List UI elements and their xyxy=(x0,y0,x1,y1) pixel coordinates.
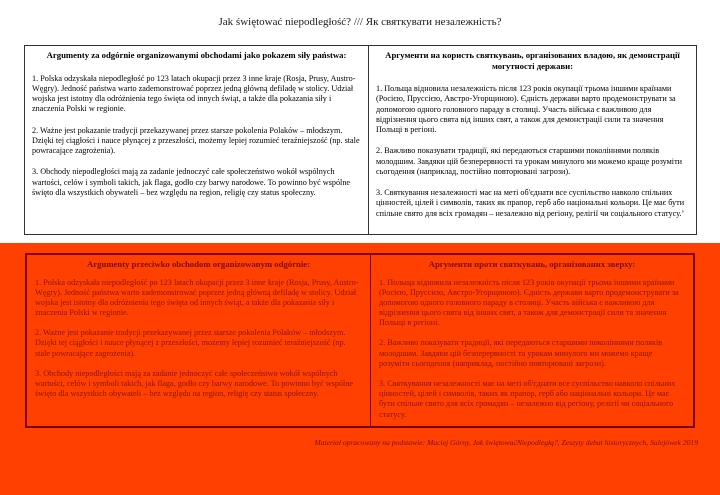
argument-item: 1. Polska odzyskała niepodległość po 123 latach okupacji przez 3 inne kraje (Rosja, Prusy, Austro-Węgry). Jedność państwa warto zademonstrować poprzez jedną główną defiladę w stolicy. Udział wojska jest istotny dla odróżnienia tego święta od innych świąt, a także dla pokazania siły i znaczenia Polski w regionie. xyxy=(32,73,356,114)
argument-item: 1. Польща відновила незалежність після 123 років окупації трьома іншими країнами (Росією, Пруссією, Австро-Угорщиною). Єдність держави варто продемонструвати за допомогою одного головного параду в столиці. Участь війська є важливою для відрізнення цього свята від інших свят, а також для демонстрації сили та значення Польщі в регіоні. xyxy=(376,84,676,135)
pro-ukrainian-header: Аргументи на користь святкувань, організованих владою, як демонстрації могутності держави: xyxy=(385,50,680,71)
argument-item: 2. Ważne jest pokazanie tradycji przekazywanej przez starsze pokolenia Polaków – młodszym. Dzięki tej ciągłości i nauce płynącej z przeszłości, możemy lepiej rozumieć teraźniejszość (np. stale powracające zagrożenia). xyxy=(32,125,360,156)
argument-item: 1. Polska odzyskała niepodległość po 123 latach okupacji przez 3 inne kraje (Rosja, Prusy, Austro-Węgry). Jedność państwa warto zademonstrować poprzez jedną główną defiladę w stolicy. Udział wojska jest istotny dla odróżnienia tego święta od innych świąt, a także dla pokazania siły i znaczenia Polski w regionie. xyxy=(35,277,359,318)
contra-polish-column xyxy=(27,255,371,426)
page-title: Jak świętować niepodległość? /// Як святкувати незалежність? xyxy=(218,16,502,28)
argument-item: 3. Святкування незалежності має на меті об'єднати все суспільство навколо спільних цінностей, цілей і символів, таких як прапор, герб або національні кольори. Це має бути спільне свято для всіх громадян – незалежно від регіону, релігії чи соціального статусу.’ xyxy=(376,188,685,218)
contra-arguments-table xyxy=(25,253,695,428)
pro-ukrainian-column xyxy=(369,46,696,234)
contra-section xyxy=(0,243,720,495)
pro-polish-column xyxy=(25,46,369,234)
argument-item: 2. Ważne jest pokazanie tradycji przekazywanej przez starsze pokolenia Polaków – młodszym. Dzięki tej ciągłości i nauce płynącej z przeszłości, możemy lepiej rozumieć teraźniejszość (np. stale powracające zagrożenia). xyxy=(35,328,346,358)
argument-item: 1. Польща відновила незалежність після 123 років окупації трьома іншими країнами (Росією, Пруссією, Австро-Угорщиною). Єдність держави варто продемонструвати за допомогою одного головного параду в столиці. Участь війська є важливою для відрізнення цього свята від інших свят, а також для демонстрації сили та значення Польщі в регіоні. xyxy=(379,277,679,328)
argument-item: 2. Важливо показувати традиції, які передаються старшими поколіннями поляків молодшим. Завдяки цій безперервності та урокам минулого ми можемо краще розуміти сьогодення (наприклад, постійно повторювані загрози). xyxy=(379,338,663,368)
contra-polish-header: Argumenty przeciwko obchodom organizowanym odgórnie: xyxy=(87,259,310,269)
argument-item: 3. Obchody niepodległości mają za zadanie jednoczyć całe społeczeństwo wokół wspólnych wartości, celów i symboli takich, jak flaga, godło czy barwy narodowe. To powinno być wspólne święto dla wszystkich obywateli – bez względu na region, religię czy status społeczny. xyxy=(35,368,354,399)
source-citation: Materiał opracowany na podstawie: Maciej Górny, Jak świętowaćNiepodległą?, Zeszyty debat historycznych, Sulejówek 2019 xyxy=(314,437,698,447)
argument-item: 3. Святкування незалежності має на меті об'єднати все суспільство навколо спільних цінностей, цілей і символів, таких як прапор, герб або національні кольори. Це має бути спільне свято для всіх громадян – незалежно від регіону, релігії чи соціального статусу. xyxy=(379,378,676,419)
contra-ukrainian-column xyxy=(371,255,693,426)
pro-arguments-table xyxy=(24,45,697,235)
argument-item: 3. Obchody niepodległości mają za zadanie jednoczyć całe społeczeństwo wokół wspólnych wartości, celów i symboli takich, jak flaga, godło czy barwy narodowe. To powinno być wspólne święto dla wszystkich obywateli – bez względu na region, religię czy status społeczny. xyxy=(32,167,351,197)
contra-ukrainian-header: Аргументи проти святкувань, організованих зверху: xyxy=(428,259,636,269)
argument-item: 2. Важливо показувати традиції, які передаються старшими поколіннями поляків молодшим. Завдяки цій безперервності та урокам минулого ми можемо краще розуміти сьогодення (наприклад, постійно повторювані загрози). xyxy=(376,146,683,176)
pro-polish-header: Argumenty za odgórnie organizowanymi obchodami jako pokazem siły państwa: xyxy=(46,50,347,60)
